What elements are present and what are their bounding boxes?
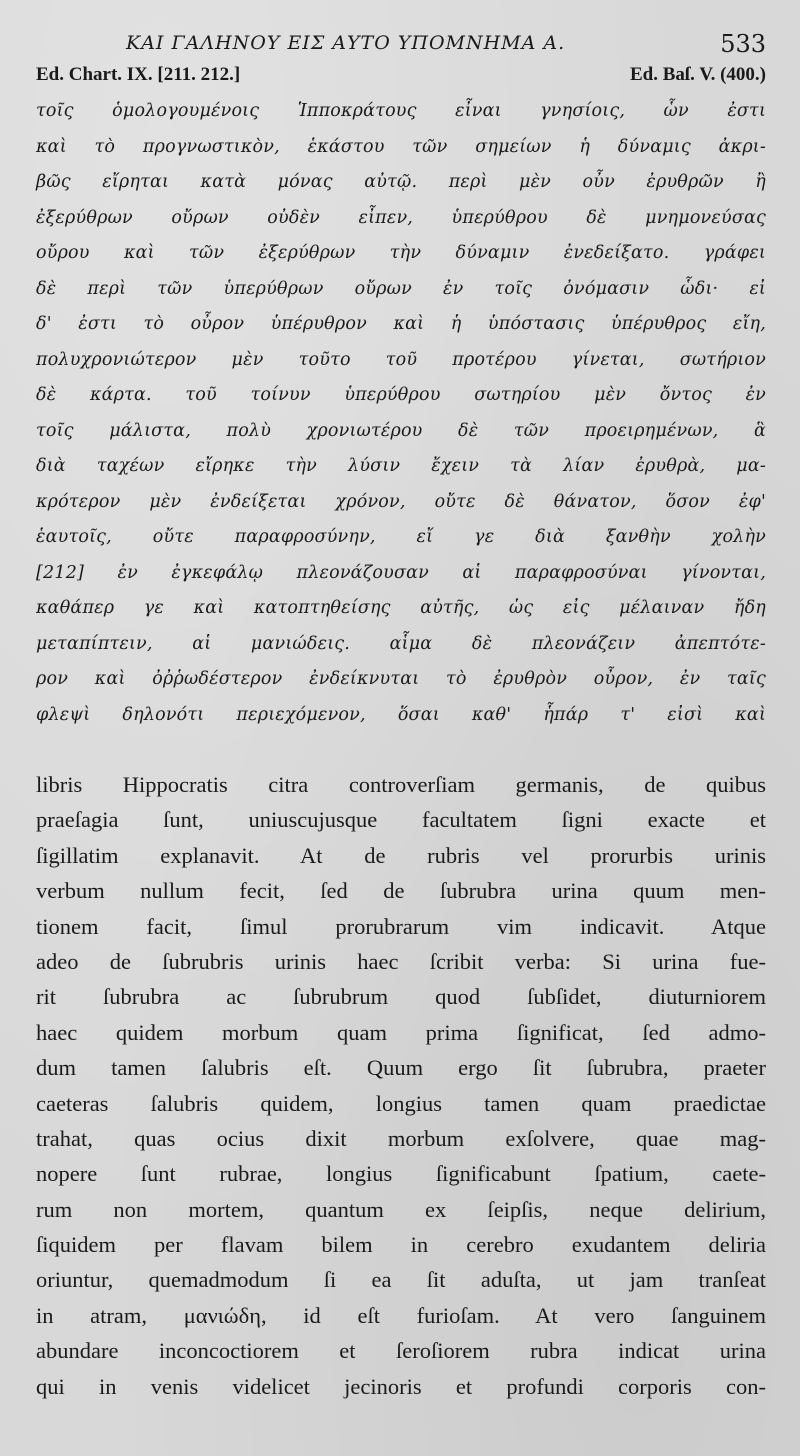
- latin-text-block: [36, 767, 766, 1404]
- latin-text-line: praeſagia ſunt, uniuscujusque facultatem ſigni exacte et: [36, 807, 766, 833]
- edition-chartier-reference: Ed. Chart. IX. [211. 212.]: [36, 64, 241, 85]
- running-head: [36, 28, 766, 64]
- latin-text-line: adeo de ſubrubris urinis haec ſcribit verba: Si urina fue-: [36, 948, 766, 974]
- greek-text-line: διὰ ταχέων εἴρηκε τὴν λύσιν ἔχειν τὰ λίαν ἐρυθρὰ, μα-: [36, 456, 766, 476]
- greek-text-line: ρον καὶ ὀῤῥωδέστερον ἐνδείκνυται τὸ ἐρυθρὸν οὖρον, ἐν ταῖς: [36, 669, 766, 689]
- greek-text-line: κρότερον μὲν ἐνδείξεται χρόνον, οὔτε δὲ θάνατον, ὅσον ἐφ': [36, 491, 766, 512]
- latin-text-line: nopere ſunt rubrae, longius ſignificabunt ſpatium, caete-: [36, 1161, 766, 1187]
- latin-text-line: ſigillatim explanavit. At de rubris vel prorurbis urinis: [36, 842, 766, 868]
- latin-text-line: verbum nullum fecit, ſed de ſubrubra urina quum men-: [36, 878, 766, 904]
- latin-text-line: haec quidem morbum quam prima ſignificat, ſed admo-: [36, 1019, 766, 1045]
- page-number: 533: [720, 30, 766, 58]
- greek-text-line: δ' ἐστι τὸ οὖρον ὑπέρυθρον καὶ ἡ ὑπόστασις ὑπέρυθρος εἴη,: [36, 314, 766, 334]
- greek-text-line: τοῖς μάλιστα, πολὺ χρονιωτέρου δὲ τῶν προειρημένων, ἃ: [36, 420, 766, 441]
- latin-text-line: in atram, μανιώδη, id eſt furioſam. At vero ſanguinem: [36, 1302, 766, 1328]
- latin-text-line: libris Hippocratis citra controverſiam germanis, de quibus: [36, 772, 766, 797]
- latin-text-line: rit ſubrubra ac ſubrubrum quod ſubſidet, diuturniorem: [36, 984, 766, 1010]
- greek-text-line: βῶς εἴρηται κατὰ μόνας αὐτῷ. περὶ μὲν οὖν ἐρυθρῶν ἢ: [36, 172, 766, 192]
- greek-text-line: φλεψὶ δηλονότι περιεχόμενον, ὅσαι καθ' ἧπάρ τ' εἰσὶ καὶ: [36, 704, 766, 725]
- latin-text-line: qui in venis videlicet jecinoris et profundi corporis con-: [36, 1373, 766, 1399]
- edition-references: [36, 64, 766, 92]
- greek-text-line: πολυχρονιώτερον μὲν τοῦτο τοῦ προτέρου γίνεται, σωτήριον: [36, 349, 766, 370]
- greek-text-block: [36, 94, 766, 733]
- greek-text-line: καὶ τὸ προγνωστικὸν, ἑκάστου τῶν σημείων ἡ δύναμις ἀκρι-: [36, 136, 766, 157]
- greek-text-line: δὲ περὶ τῶν ὑπερύθρων οὔρων ἐν τοῖς ὀνόμασιν ὧδι· εἰ: [36, 278, 766, 299]
- latin-text-line: tionem facit, ſimul prorubrarum vim indicavit. Atque: [36, 913, 766, 939]
- greek-text-line: δὲ κάρτα. τοῦ τοίνυν ὑπερύθρου σωτηρίου μὲν ὄντος ἐν: [36, 385, 766, 405]
- running-title: ΚΑΙ ΓΑΛΗΝΟΥ ΕΙΣ ΑΥΤΟ ΥΠΟΜΝΗΜΑ Α.: [126, 32, 566, 54]
- greek-text-line: ἑαυτοῖς, οὔτε παραφροσύνην, εἴ γε διὰ ξανθὴν χολὴν: [36, 527, 766, 547]
- edition-basel-reference: Ed. Baſ. V. (400.): [629, 64, 766, 85]
- latin-text-line: oriuntur, quemadmodum ſi ea ſit aduſta, ut jam tranſeat: [36, 1267, 766, 1293]
- latin-text-line: trahat, quas ocius dixit morbum exſolvere, quae mag-: [36, 1125, 766, 1151]
- greek-text-line: οὔρου καὶ τῶν ἐξερύθρων τὴν δύναμιν ἐνεδείξατο. γράφει: [36, 243, 766, 263]
- latin-text-line: caeteras ſalubris quidem, longius tamen quam praedictae: [36, 1090, 766, 1116]
- latin-text-line: abundare inconcoctiorem et ſeroſiorem rubra indicat urina: [36, 1338, 766, 1364]
- greek-text-line: [212] ἐν ἐγκεφάλῳ πλεονάζουσαν αἱ παραφροσύναι γίνονται,: [36, 562, 766, 583]
- latin-text-line: rum non mortem, quantum ex ſeipſis, neque delirium,: [36, 1196, 766, 1222]
- greek-text-line: καθάπερ γε καὶ κατοπτηθείσης αὐτῆς, ὡς εἰς μέλαιναν ἤδη: [36, 598, 766, 618]
- latin-text-line: dum tamen ſalubris eſt. Quum ergo ſit ſubrubra, praeter: [36, 1055, 766, 1081]
- greek-text-line: μεταπίπτειν, αἱ μανιώδεις. αἷμα δὲ πλεονάζειν ἀπεπτότε-: [36, 633, 766, 654]
- greek-text-line: ἐξερύθρων οὔρων οὐδὲν εἶπεν, ὑπερύθρου δὲ μνημονεύσας: [36, 207, 766, 228]
- greek-text-line: τοῖς ὁμολογουμένοις Ἱπποκράτους εἶναι γνησίοις, ὧν ἐστι: [36, 101, 766, 121]
- latin-text-line: ſiquidem per flavam bilem in cerebro exudantem deliria: [36, 1232, 766, 1258]
